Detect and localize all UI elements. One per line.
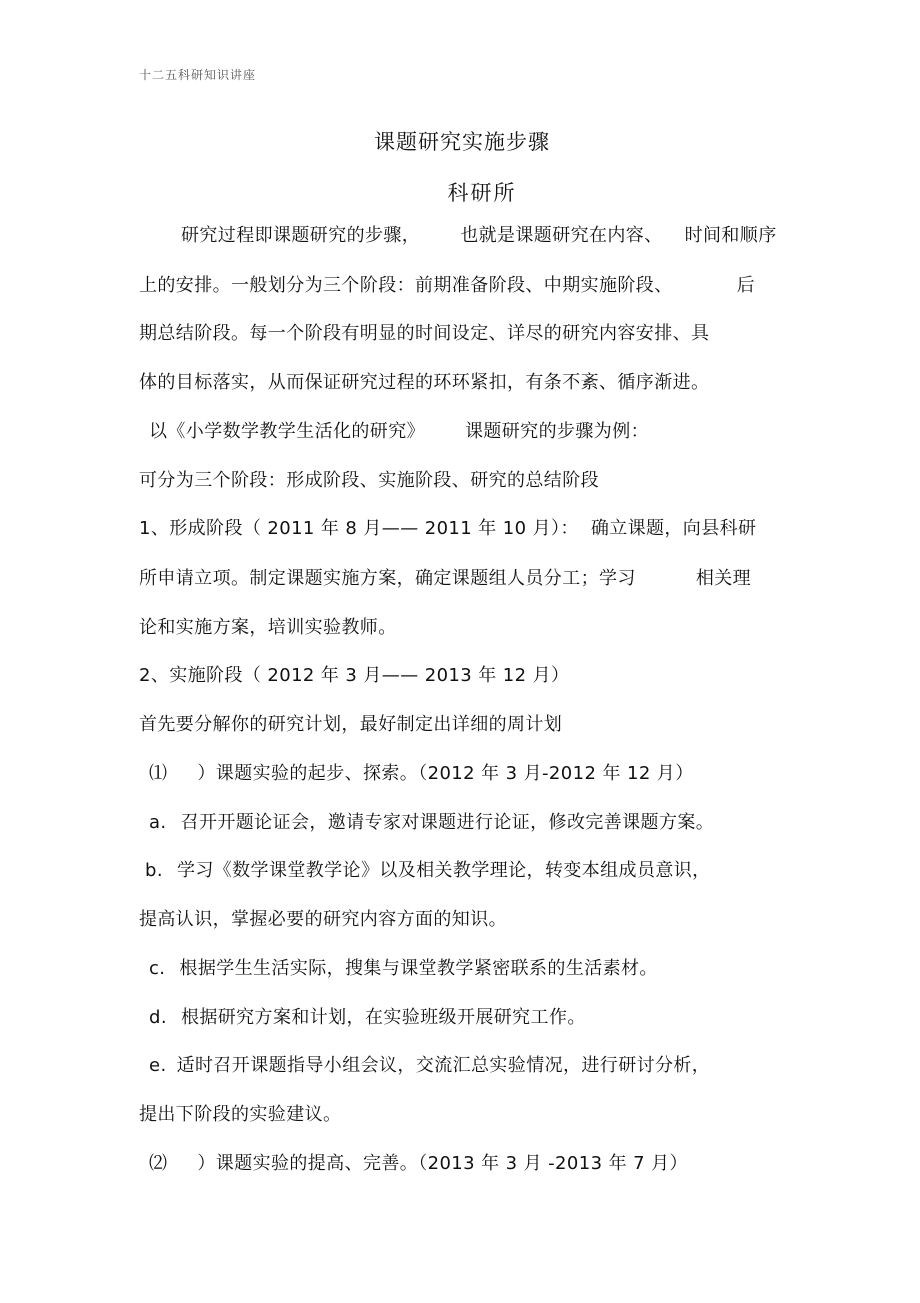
list-item bbox=[149, 1006, 586, 1030]
text-segment: 研究过程即课题研究的步骤， bbox=[181, 225, 421, 246]
paragraph-line bbox=[139, 567, 751, 591]
page-header: 十二五科研知识讲座 bbox=[139, 68, 257, 82]
paragraph-line: 论和实施方案，培训实验教师。 bbox=[139, 617, 397, 638]
paragraph-line bbox=[139, 274, 755, 298]
item-label: c. bbox=[149, 958, 166, 979]
paragraph-line bbox=[149, 420, 649, 444]
text-segment: 上的安排。一般划分为三个阶段：前期准备阶段、中期实施阶段、 bbox=[139, 275, 673, 296]
stage-heading: 2、实施阶段（ 2012 年 3 月—— 2013 年 12 月） bbox=[139, 665, 570, 686]
phase-number: ⑵ bbox=[149, 1153, 168, 1174]
list-item bbox=[149, 1054, 710, 1078]
list-item-continuation: 提出下阶段的实验建议。 bbox=[139, 1104, 342, 1125]
list-item bbox=[149, 957, 658, 981]
text-segment: 确立课题，向县科研 bbox=[590, 518, 757, 539]
item-label: b. bbox=[145, 860, 163, 881]
text-segment: 以《小学数学教学生活化的研究》 bbox=[149, 421, 425, 442]
paragraph-line bbox=[181, 224, 777, 248]
item-text: 根据学生生活实际，搜集与课堂教学紧密联系的生活素材。 bbox=[179, 958, 658, 979]
phase-number: ⑴ bbox=[149, 763, 168, 784]
paragraph-line: 可分为三个阶段：形成阶段、实施阶段、研究的总结阶段 bbox=[139, 470, 599, 491]
item-text: 适时召开课题指导小组会议，交流汇总实验情况，进行研讨分析， bbox=[176, 1055, 711, 1076]
item-text: 召开开题论证会，邀请专家对课题进行论证，修改完善课题方案。 bbox=[180, 812, 715, 833]
document-author: 科研所 bbox=[447, 181, 517, 205]
phase-heading bbox=[149, 1152, 688, 1176]
text-segment: ）课题实验的提高、完善。（2013 年 3 月 -2013 年 7 月） bbox=[197, 1153, 688, 1174]
item-label: e. bbox=[149, 1055, 167, 1076]
item-label: a. bbox=[149, 812, 167, 833]
paragraph-line: 体的目标落实，从而保证研究过程的环环紧扣，有条不紊、循序渐进。 bbox=[139, 372, 710, 393]
text-segment: 也就是课题研究在内容、 bbox=[460, 225, 663, 246]
item-text: 根据研究方案和计划，在实验班级开展研究工作。 bbox=[180, 1007, 586, 1028]
text-segment: 所申请立项。制定课题实施方案，确定课题组人员分工；学习 bbox=[139, 568, 636, 589]
text-segment: 时间和顺序 bbox=[684, 225, 777, 246]
text-segment: 1、形成阶段（ 2011 年 8 月—— 2011 年 10 月）： bbox=[139, 518, 579, 539]
text-segment: 课题研究的步骤为例： bbox=[465, 421, 649, 442]
text-segment: 后 bbox=[736, 275, 756, 296]
document-title: 课题研究实施步骤 bbox=[374, 130, 550, 154]
list-item bbox=[149, 811, 714, 835]
text-segment: 相关理 bbox=[695, 568, 752, 589]
item-label: d. bbox=[149, 1007, 167, 1028]
list-item-continuation: 提高认识，掌握必要的研究内容方面的知识。 bbox=[139, 909, 507, 930]
list-item bbox=[145, 859, 711, 883]
phase-heading bbox=[149, 762, 694, 786]
text-segment: ）课题实验的起步、探索。（2012 年 3 月-2012 年 12 月） bbox=[197, 763, 694, 784]
paragraph-line: 期总结阶段。每一个阶段有明显的时间设定、详尽的研究内容安排、具 bbox=[139, 323, 710, 344]
paragraph-line: 首先要分解你的研究计划，最好制定出详细的周计划 bbox=[139, 714, 563, 735]
stage-heading bbox=[139, 517, 756, 541]
item-text: 学习《数学课堂教学论》以及相关教学理论，转变本组成员意识， bbox=[176, 860, 711, 881]
